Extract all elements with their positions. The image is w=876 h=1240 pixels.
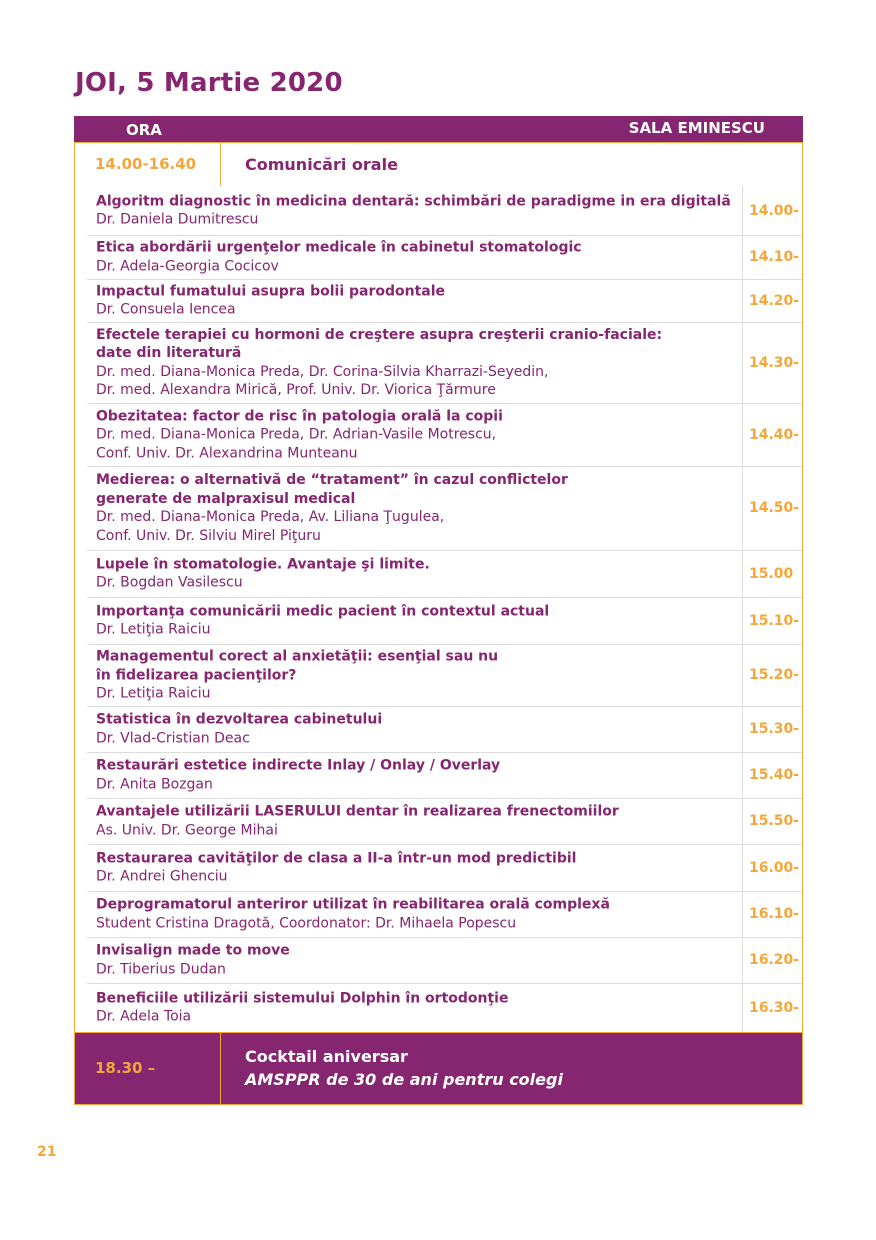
talk-row: [75, 706, 802, 752]
talk-title: Restaurarea cavităţilor de clasa a II-a într-un mod predictibil: [96, 850, 577, 866]
talk-time: 15.40-: [742, 752, 802, 798]
talk-title: Impactul fumatului asupra bolii parodontale: [96, 283, 446, 299]
talk-speakers: Dr. Vlad-Cristian Deac: [96, 730, 250, 746]
talk-title: Managementul corect al anxietăţii: esenţial sau nu în fidelizarea pacienţilor?: [96, 648, 499, 683]
talk-speakers: Dr. Adela-Georgia Cocicov: [96, 258, 279, 274]
talk-text: [96, 471, 736, 545]
talk-text: [96, 757, 736, 794]
page-number: 21: [37, 1144, 57, 1160]
talk-row: [75, 550, 802, 597]
talk-time: 14.50-: [742, 466, 802, 550]
talk-speakers: Dr. med. Diana-Monica Preda, Av. Liliana Ţugulea, Conf. Univ. Dr. Silviu Mirel Piţuru: [96, 509, 445, 544]
cocktail-subtitle: AMSPPR de 30 de ani pentru colegi: [245, 1070, 563, 1089]
talk-speakers: Dr. med. Diana-Monica Preda, Dr. Corina-Silvia Kharrazi-Seyedin, Dr. med. Alexandra Mirică, Prof. Univ. Dr. Viorica Ţărmure: [96, 363, 549, 398]
row-divider: [87, 403, 802, 404]
row-divider: [87, 752, 802, 753]
talk-speakers: Dr. Tiberius Dudan: [96, 961, 226, 977]
talk-time: 15.20-: [742, 644, 802, 706]
talk-row: [75, 322, 802, 403]
talk-speakers: Dr. med. Diana-Monica Preda, Dr. Adrian-Vasile Motrescu, Conf. Univ. Dr. Alexandrina Munteanu: [96, 426, 497, 461]
talk-time: 16.10-: [742, 891, 802, 937]
row-divider: [87, 706, 802, 707]
talk-title: Etica abordării urgenţelor medicale în cabinetul stomatologic: [96, 239, 582, 256]
talk-row: [75, 235, 802, 279]
talk-speakers: Dr. Adela Toia: [96, 1008, 192, 1025]
row-divider: [87, 597, 802, 598]
talk-text: [96, 602, 736, 639]
talks-list: [74, 186, 803, 1032]
talk-title: Statistica în dezvoltarea cabinetului: [96, 711, 383, 728]
row-divider: [87, 891, 802, 892]
talk-text: [96, 239, 736, 276]
talk-time: 15.00: [742, 550, 802, 597]
talk-title: Medierea: o alternativă de “tratament” în cazul conflictelor generate de malpraxisul medical: [96, 472, 568, 507]
talk-time: 15.30-: [742, 706, 802, 752]
cocktail-text: [245, 1045, 563, 1091]
talk-row: [75, 279, 802, 322]
talk-text: [96, 326, 736, 400]
talk-text: [96, 555, 736, 592]
talk-text: [96, 192, 736, 229]
cocktail-row: [74, 1032, 803, 1105]
page-title: JOI, 5 Martie 2020: [75, 68, 343, 98]
talk-time: 14.10-: [742, 235, 802, 279]
talk-time: 14.40-: [742, 403, 802, 466]
cocktail-time: 18.30 –: [75, 1033, 221, 1104]
talk-time: 14.30-: [742, 322, 802, 403]
talk-row: [75, 403, 802, 466]
talk-speakers: Dr. Andrei Ghenciu: [96, 868, 228, 885]
talk-text: [96, 803, 736, 840]
talk-speakers: Dr. Daniela Dumitrescu: [96, 211, 259, 228]
talk-text: [96, 282, 736, 319]
row-divider: [87, 937, 802, 938]
talk-row: [75, 891, 802, 937]
talk-text: [96, 647, 736, 703]
row-divider: [87, 844, 802, 845]
talk-title: Obezitatea: factor de risc în patologia orală la copii: [96, 407, 503, 424]
session-time: 14.00-16.40: [75, 143, 221, 186]
row-divider: [87, 644, 802, 645]
talk-text: [96, 849, 736, 886]
ora-label: ORA: [126, 121, 162, 139]
talk-text: [96, 989, 736, 1026]
row-divider: [87, 550, 802, 551]
talk-speakers: Dr. Consuela Iencea: [96, 301, 236, 318]
row-divider: [87, 798, 802, 799]
row-divider: [87, 322, 802, 323]
talk-speakers: Dr. Bogdan Vasilescu: [96, 574, 243, 591]
talk-row: [75, 186, 802, 235]
talk-time: 14.20-: [742, 279, 802, 322]
talk-row: [75, 752, 802, 798]
schedule-header: [74, 116, 803, 142]
row-divider: [87, 983, 802, 984]
talk-title: Efectele terapiei cu hormoni de creştere asupra creşterii cranio-faciale: date din literatură: [96, 326, 663, 361]
talk-time: 16.00-: [742, 844, 802, 891]
talk-text: [96, 407, 736, 463]
talk-time: 15.10-: [742, 597, 802, 644]
talk-title: Invisalign made to move: [96, 942, 290, 959]
talk-row: [75, 844, 802, 891]
talk-row: [75, 644, 802, 706]
talk-text: [96, 942, 736, 979]
talk-title: Restaurări estetice indirecte Inlay / Onlay / Overlay: [96, 757, 501, 774]
talk-speakers: Dr. Letiţia Raiciu: [96, 621, 211, 638]
row-divider: [87, 466, 802, 467]
talk-row: [75, 983, 802, 1032]
sala-label: SALA EMINESCU: [628, 119, 765, 137]
talk-row: [75, 597, 802, 644]
session-title: Comunicări orale: [245, 155, 398, 174]
talk-title: Deprogramatorul anteriror utilizat în reabilitarea orală complexă: [96, 896, 610, 913]
talk-title: Beneficiile utilizării sistemului Dolphin în ortodonţie: [96, 990, 509, 1006]
talk-title: Lupele în stomatologie. Avantaje şi limite.: [96, 556, 430, 572]
talk-speakers: Student Cristina Dragotă, Coordonator: Dr. Mihaela Popescu: [96, 915, 517, 931]
talk-speakers: As. Univ. Dr. George Mihai: [96, 822, 278, 838]
talk-time: 16.20-: [742, 937, 802, 983]
talk-text: [96, 711, 736, 748]
row-divider: [87, 279, 802, 280]
talk-title: Algoritm diagnostic în medicina dentară: schimbări de paradigme in era digitală: [96, 193, 731, 209]
talk-title: Importanţa comunicării medic pacient în contextul actual: [96, 603, 550, 619]
talk-time: 15.50-: [742, 798, 802, 844]
talk-row: [75, 466, 802, 550]
cocktail-title: Cocktail aniversar: [245, 1047, 408, 1066]
talk-text: [96, 896, 736, 933]
talk-row: [75, 937, 802, 983]
session-row: [74, 142, 803, 187]
talk-time: 14.00-: [742, 186, 802, 235]
talk-title: Avantajele utilizării LASERULUI dentar în realizarea frenectomiilor: [96, 803, 619, 820]
talk-speakers: Dr. Anita Bozgan: [96, 776, 213, 792]
talk-time: 16.30-: [742, 983, 802, 1032]
row-divider: [87, 235, 802, 236]
talk-row: [75, 798, 802, 844]
talk-speakers: Dr. Letiţia Raiciu: [96, 685, 211, 702]
